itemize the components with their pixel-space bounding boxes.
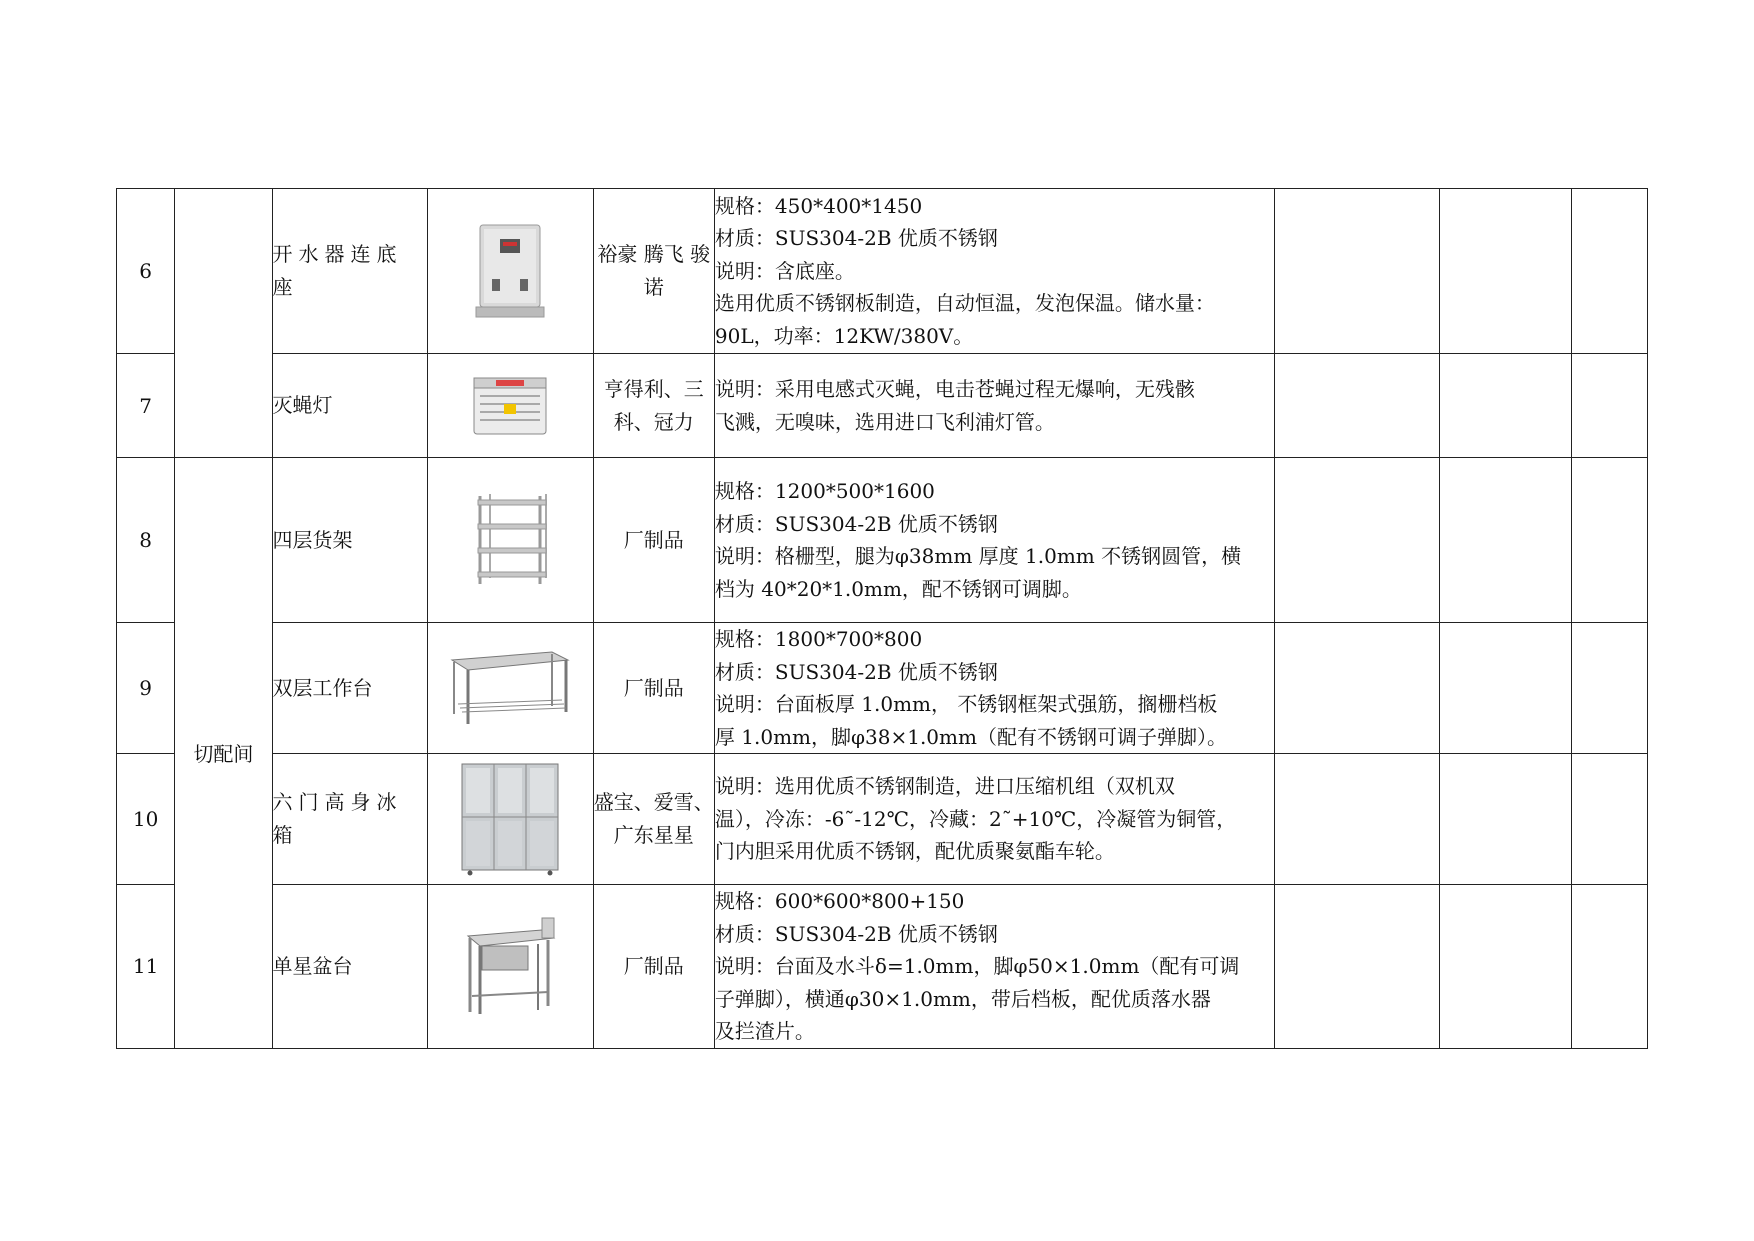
item-description (714, 458, 1274, 623)
empty-cell (1440, 754, 1571, 885)
empty-cell (1274, 458, 1440, 623)
item-description (714, 885, 1274, 1049)
table-row (117, 354, 1648, 458)
six-door-fridge-icon (458, 762, 562, 876)
desc-line: 档为 40*20*1.0mm，配不锈钢可调脚。 (714, 576, 1082, 601)
desc-line: 材质：SUS304-2B 优质不锈钢 (714, 921, 998, 946)
item-number: 8 (117, 458, 175, 623)
item-name: 开水器连底座 (272, 189, 428, 354)
equipment-table (116, 188, 1648, 1049)
empty-cell (1440, 354, 1571, 458)
table-row (117, 885, 1648, 1049)
desc-line: 温），冷冻：-6˜-12℃，冷藏：2˜+10℃，冷凝管为铜管， (714, 806, 1237, 831)
desc-line: 飞溅，无嗅味，选用进口飞利浦灯管。 (714, 409, 1055, 434)
item-image (428, 623, 594, 754)
desc-line: 及拦渣片。 (714, 1019, 815, 1043)
desc-line: 规格：600*600*800+150 (714, 889, 965, 913)
desc-line: 材质：SUS304-2B 优质不锈钢 (714, 226, 998, 251)
item-number: 9 (117, 623, 175, 754)
item-name: 四层货架 (272, 458, 428, 623)
desc-line: 选用优质不锈钢板制造，自动恒温，发泡保温。储水量： (714, 291, 1215, 316)
empty-cell (1440, 189, 1571, 354)
item-name: 双层工作台 (272, 623, 428, 754)
empty-cell (1274, 354, 1440, 458)
empty-cell (1571, 458, 1647, 623)
empty-cell (1274, 754, 1440, 885)
empty-cell (1440, 623, 1571, 754)
desc-line: 90L，功率：12KW/380V。 (714, 323, 974, 348)
item-name: 单星盆台 (272, 885, 428, 1049)
desc-line: 子弹脚），横通φ30×1.0mm，带后档板，配优质落水器 (714, 986, 1211, 1011)
desc-line: 材质：SUS304-2B 优质不锈钢 (714, 511, 998, 536)
empty-cell (1571, 623, 1647, 754)
single-sink-icon (462, 916, 558, 1016)
item-number: 6 (117, 189, 175, 354)
water-boiler-icon (470, 221, 550, 321)
desc-line: 说明：台面板厚 1.0mm， 不锈钢框架式强筋，搁栅档板 (714, 692, 1218, 716)
desc-line: 说明：采用电感式灭蝇，电击苍蝇过程无爆响，无残骸 (714, 377, 1195, 401)
desc-line: 门内胆采用优质不锈钢，配优质聚氨酯车轮。 (714, 839, 1115, 864)
fly-killer-lamp-icon (470, 374, 550, 438)
desc-line: 厚 1.0mm，脚φ38×1.0mm（配有不锈钢可调子弹脚）。 (714, 724, 1227, 749)
item-brand: 厂制品 (593, 885, 714, 1049)
item-description (714, 623, 1274, 754)
item-description (714, 354, 1274, 458)
area-cell-top (175, 189, 272, 458)
empty-cell (1571, 754, 1647, 885)
item-image (428, 189, 594, 354)
empty-cell (1274, 623, 1440, 754)
item-brand: 裕豪 腾飞 骏诺 (593, 189, 714, 354)
item-number: 7 (117, 354, 175, 458)
item-brand: 厂制品 (593, 458, 714, 623)
desc-line: 说明：含底座。 (714, 258, 855, 283)
item-brand: 盛宝、爱雪、广东星星 (593, 754, 714, 885)
desc-line: 规格：450*400*1450 (714, 193, 923, 218)
empty-cell (1274, 189, 1440, 354)
empty-cell (1571, 189, 1647, 354)
item-name: 灭蝇灯 (272, 354, 428, 458)
item-image (428, 754, 594, 885)
item-image (428, 885, 594, 1049)
item-description (714, 754, 1274, 885)
item-number: 10 (117, 754, 175, 885)
item-description (714, 189, 1274, 354)
item-number: 11 (117, 885, 175, 1049)
empty-cell (1440, 885, 1571, 1049)
desc-line: 说明：格栅型，腿为φ38mm 厚度 1.0mm 不锈钢圆管，横 (714, 544, 1242, 568)
table-row (117, 189, 1648, 354)
item-brand: 厂制品 (593, 623, 714, 754)
empty-cell (1440, 458, 1571, 623)
work-table-icon (448, 648, 572, 728)
item-brand: 亨得利、三科、冠力 (593, 354, 714, 458)
desc-line: 说明：选用优质不锈钢制造，进口压缩机组（双机双 (714, 774, 1175, 799)
desc-line: 规格：1800*700*800 (714, 627, 923, 651)
table-row (117, 754, 1648, 885)
table-row (117, 623, 1648, 754)
table-row (117, 458, 1648, 623)
desc-line: 材质：SUS304-2B 优质不锈钢 (714, 659, 998, 684)
empty-cell (1571, 354, 1647, 458)
item-name: 六门高身冰箱 (272, 754, 428, 885)
empty-cell (1274, 885, 1440, 1049)
four-tier-shelf-icon (470, 492, 550, 588)
desc-line: 规格：1200*500*1600 (714, 479, 935, 503)
area-cell: 切配间 (175, 458, 272, 1049)
item-image (428, 458, 594, 623)
desc-line: 说明：台面及水斗δ=1.0mm，脚φ50×1.0mm（配有可调 (714, 954, 1240, 978)
item-image (428, 354, 594, 458)
empty-cell (1571, 885, 1647, 1049)
